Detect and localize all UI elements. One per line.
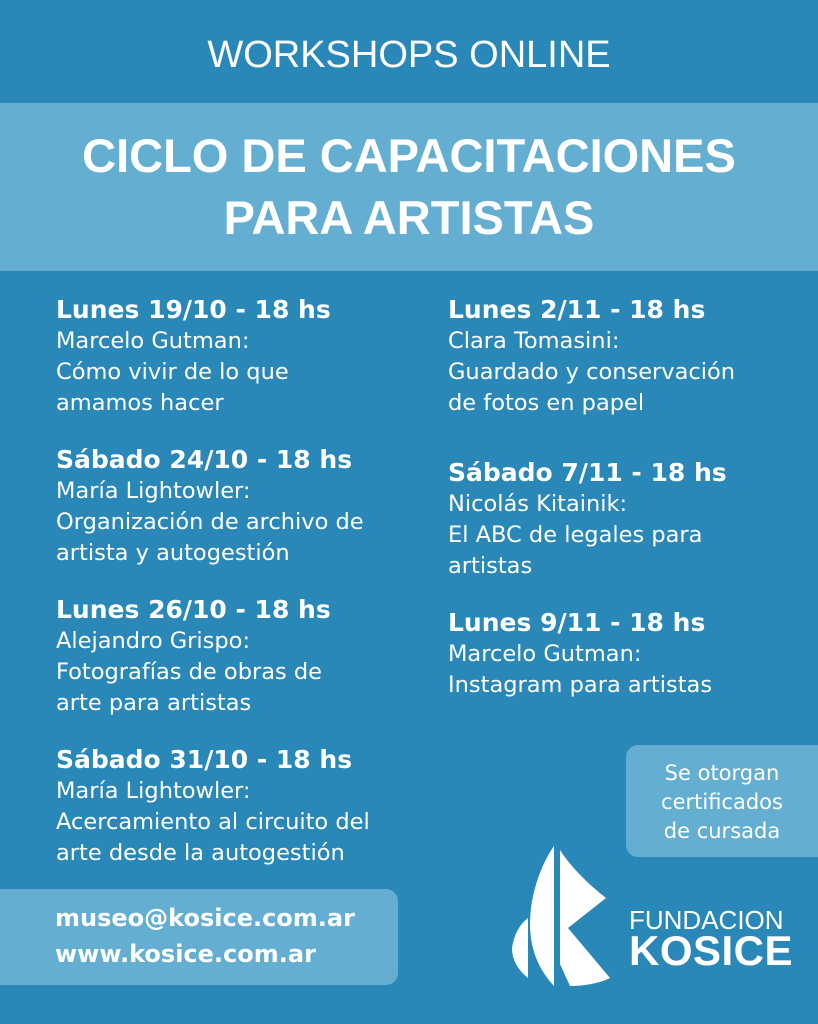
certificate-note-box <box>626 745 818 857</box>
session-item <box>448 457 818 582</box>
session-date: Lunes 19/10 - 18 hs <box>56 295 331 324</box>
session-item <box>56 744 426 869</box>
session-topic-line: Organización de archivo de <box>56 509 364 535</box>
session-date: Lunes 2/11 - 18 hs <box>448 295 706 324</box>
session-topic-line: arte desde la autogestión <box>56 840 345 866</box>
session-date: Sábado 24/10 - 18 hs <box>56 445 353 474</box>
main-title-line-1: CICLO DE CAPACITACIONES <box>82 129 736 182</box>
session-speaker: Marcelo Gutman: <box>56 328 250 354</box>
session-topic-line: artista y autogestión <box>56 540 290 566</box>
kosice-k-logo-icon <box>510 846 620 986</box>
main-title-line-2: PARA ARTISTAS <box>223 191 595 244</box>
session-topic-line: arte para artistas <box>56 690 252 716</box>
session-date: Lunes 9/11 - 18 hs <box>448 608 706 637</box>
session-item <box>448 294 818 419</box>
session-item <box>56 444 426 569</box>
certificate-note-line: certificados <box>661 790 783 814</box>
session-item <box>448 607 818 701</box>
session-item <box>56 594 426 719</box>
session-topic-line: Instagram para artistas <box>448 672 713 698</box>
session-topic-line: Acercamiento al circuito del <box>56 809 370 835</box>
session-speaker: Marcelo Gutman: <box>448 641 642 667</box>
workshops-online-heading: WORKSHOPS ONLINE <box>207 34 611 76</box>
session-topic-line: El ABC de legales para <box>448 522 703 548</box>
session-speaker: Alejandro Grispo: <box>56 628 251 654</box>
session-speaker: María Lightowler: <box>56 778 251 804</box>
contact-website-link[interactable]: www.kosice.com.ar <box>55 940 316 968</box>
session-topic-line: Guardado y conservación <box>448 359 736 385</box>
session-topic-line: artistas <box>448 553 533 579</box>
session-speaker: María Lightowler: <box>56 478 251 504</box>
logo-text-fundacion: FUNDACION <box>629 905 784 935</box>
certificate-note-line: de cursada <box>663 819 781 843</box>
session-item <box>56 294 426 419</box>
session-date: Sábado 31/10 - 18 hs <box>56 745 353 774</box>
session-topic-line: de fotos en papel <box>448 390 645 416</box>
session-topic-line: Cómo vivir de lo que <box>56 359 289 385</box>
session-speaker: Nicolás Kitainik: <box>448 491 628 517</box>
session-topic-line: amamos hacer <box>56 390 224 416</box>
certificate-note-line: Se otorgan <box>664 761 780 785</box>
session-date: Sábado 7/11 - 18 hs <box>448 458 727 487</box>
session-topic-line: Fotografías de obras de <box>56 659 323 685</box>
logo-text-kosice: KOSICE <box>629 927 794 974</box>
session-speaker: Clara Tomasini: <box>448 328 620 354</box>
session-date: Lunes 26/10 - 18 hs <box>56 595 331 624</box>
contact-email-link[interactable]: museo@kosice.com.ar <box>55 904 355 932</box>
